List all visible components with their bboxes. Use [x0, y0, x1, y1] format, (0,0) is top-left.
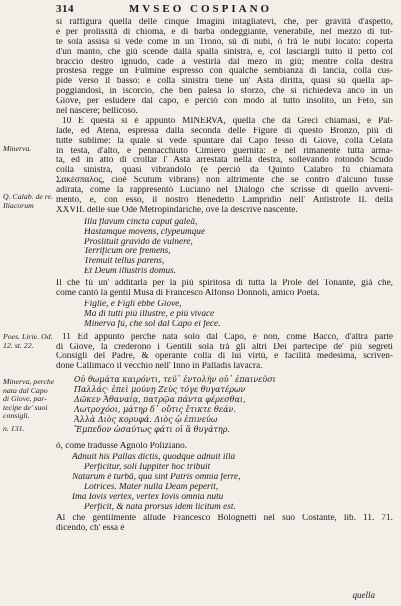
- margin-note-quinto: Q. Calab. de re. Iliacorum: [3, 192, 53, 210]
- italian-verse-donnoli: [56, 300, 393, 330]
- text-line: mento, e, con esso, il nostro Benedetto Lampridio nell' Antistrofe II. della: [56, 196, 393, 206]
- text-line: dicendo, ch' essa è: [56, 523, 125, 533]
- verse-line: Λωτροχόοι, μάτηρ δ᾽ οὔτις ἔτικτε θεάν.: [74, 404, 236, 414]
- catchword: quella: [352, 590, 375, 600]
- margin-note-minerva: Minerva.: [3, 144, 32, 153]
- text-line: done Callimaco il vecchio nell' Inno in Palladis lavacra.: [56, 362, 263, 372]
- greek-verse-callimachus: [56, 375, 393, 434]
- margin-note-line: tecipe de' suoi consigli.: [3, 402, 48, 421]
- text-line: Consigli del Padre, & operante colla di lui virtù, e facilità medesima, scriven-: [56, 352, 393, 362]
- verse-line: Proslituit gravido de vulnere,: [84, 237, 193, 247]
- text-line: lade, ed Atena, espressa dalla seconda delle Figure di questo Bronzo, più di: [56, 126, 393, 136]
- verse-line: Hastamque movens, clypeumque: [84, 227, 205, 237]
- margin-note-ref: n. 131.: [3, 424, 25, 433]
- verse-line: Δῶκεν Ἀθαναίᾳ, πατρῷα πάντα φέρεσθαι,: [74, 394, 246, 404]
- text-line: 10 E questa si è appunto MINERVA, quella che da Greci chiamasi, e Pal-: [62, 116, 393, 126]
- verse-line: Terrificum ore fremens,: [84, 247, 171, 257]
- text-line: di Giove, la crederono i Gentili sola trà gli altri Dei partecipe de' più segreti: [56, 342, 393, 352]
- text-line: nel nascere; bellicoso.: [56, 107, 138, 117]
- text-line: adirata, come la rappresentò Luciano nel Dialogo che scrisse di quello avveni-: [56, 186, 393, 196]
- verse-line: Adnuit his Pallas dictis, quodque adnuit illa: [72, 453, 236, 463]
- text-line: 11 Ed appunto perche nata solo dal Capo, e non, come Bacco, d'altra parte: [62, 332, 393, 342]
- text-line: si raffigura quella delle cinque Imagini intagliatevi, che, per gravità d'aspetto,: [56, 18, 393, 27]
- text-line: colla sinistra, quasi vibrandolo (e perciò da Quinto Calabro fù chiamata: [56, 166, 393, 176]
- verse-line: Ἔμπεδον ὡσαύτως φάτι οἱ ἃ θυγάτηρ.: [74, 424, 230, 434]
- verse-line: Et Deum illustris domus.: [84, 267, 176, 277]
- text-line: prostesa regge un Fulmine espresso con qualche sembianza di lancia, colla cus-: [56, 67, 393, 77]
- text-line: tutte sublime: la quale si vede spuntare dal Capo fesso di Giove, colla Celata: [56, 136, 393, 146]
- text-line: come cantò la gentil Musa di Francesco Alfonso Donnoli, amico Poeta.: [56, 289, 320, 299]
- closing-paragraph: [56, 514, 393, 534]
- page-body: [56, 18, 393, 534]
- text-line: te sola assisa si vede come in un Trono, sù di nubi, ò frà le nubi locato: coperta: [56, 37, 393, 47]
- verse-line: Ἀλλὰ Διὸς κορυφά. Διὸς ᾧ ἐπινεύω: [74, 414, 218, 424]
- text-line: Il che fù un' additarla per la più spiritosa di tutta la Prole del Tonante, già che,: [56, 279, 393, 289]
- text-line: ta, ed in atto di crollar l' Asta arrestata nella destra, sollevando rotondo Scudo: [56, 156, 393, 166]
- verse-line: Παλλάς· ἐπεὶ μούνῃ Ζεὺς τόγε θυγατέρων: [74, 385, 246, 395]
- latin-verse-lampridio: [56, 218, 393, 277]
- verse-line: Οὐ θωμάτα καιρόντι, τεῦ᾽ ἐντολὴν οὐ᾽ ἐπαινεῦσι: [74, 375, 276, 385]
- paragraph-11: [56, 333, 393, 373]
- page-number: 314: [56, 3, 74, 15]
- text-line: Σακέσπαλος, cioè Scutum vibrans) non altrimente che se contro d'alcuno fusse: [56, 176, 393, 186]
- text-line: d'un manto, che giù scende dalla spalla sinistra, e, col lasciargli tutto il petto col: [56, 47, 393, 57]
- verse-line: Perficit, & nata prorsus idem licitum est.: [84, 502, 236, 512]
- verse-line: Perficitur, soli Iuppiter hoc tribuit: [84, 463, 211, 473]
- text-line: braccio destro ignudo, cade a vestirla dal mezo in giù; mentre colla destra: [56, 57, 393, 67]
- paragraph-9: [56, 18, 393, 117]
- verse-line: Lotrices. Mater nulla Deam peperit,: [84, 483, 219, 493]
- page-header: [0, 3, 401, 17]
- verse-line: Natarum è turbâ, qua sint Patris omnia ferre,: [72, 473, 241, 483]
- running-title: MVSEO COSPIANO: [128, 3, 273, 15]
- text-line: XXVII. delle sue Ode Metropindariche, ove la descrive nascente.: [56, 205, 298, 215]
- verse-line: Minerva fù, che sol dal Capo ei fece.: [84, 319, 221, 329]
- text-line: in testa, d'alto, e pennacchiuto Cimiero guernita: e nel rimanente tutta arma-: [56, 146, 393, 156]
- text-line: ò, come tradusse Agnolo Poliziano.: [56, 441, 188, 451]
- margin-note-line: Minerva, perche nata dal Capo di Giove, par-: [3, 377, 55, 404]
- verse-line: Ma di tutti più illustre, e più vivace: [84, 309, 215, 319]
- verse-line: Tremuit tellus parens,: [84, 257, 165, 267]
- text-line: poggiandosi, in iscorcio, che ben palesa lo sforzo, che si richiedeva anco in un: [56, 87, 393, 97]
- margin-note-section11: [3, 378, 55, 421]
- text-line: pide verso il basso: e colla sinistra tiene un' Asta diritta, quasi sù quella ap-: [56, 77, 393, 87]
- verse-line: Illa flavum cincta caput galeâ,: [84, 217, 198, 227]
- text-line: e per prolissità di chioma, e di barba ondeggiante, venerabile, nel mezzo di tut-: [56, 27, 393, 37]
- latin-verse-poliziano: [56, 453, 393, 512]
- text-line: Giove, per esludere dal capo, e perciò con modo al tutto insolito, un Feto, sin: [56, 97, 393, 107]
- verse-line: Figlie, e Figli ebbe Giove,: [84, 299, 182, 309]
- paragraph-10: [56, 117, 393, 216]
- text-line: Al che gentilmente allude Francesco Bolognetti nel suo Costante, lib. 11. 71.: [56, 513, 393, 523]
- margin-note-poes: Poes. Lirie. Od. 12. st. 22.: [3, 332, 53, 350]
- paragraph-after-latin: [56, 279, 393, 299]
- verse-line: Ima Iovis vertex, vertex Iovis omnia nutu: [72, 492, 224, 502]
